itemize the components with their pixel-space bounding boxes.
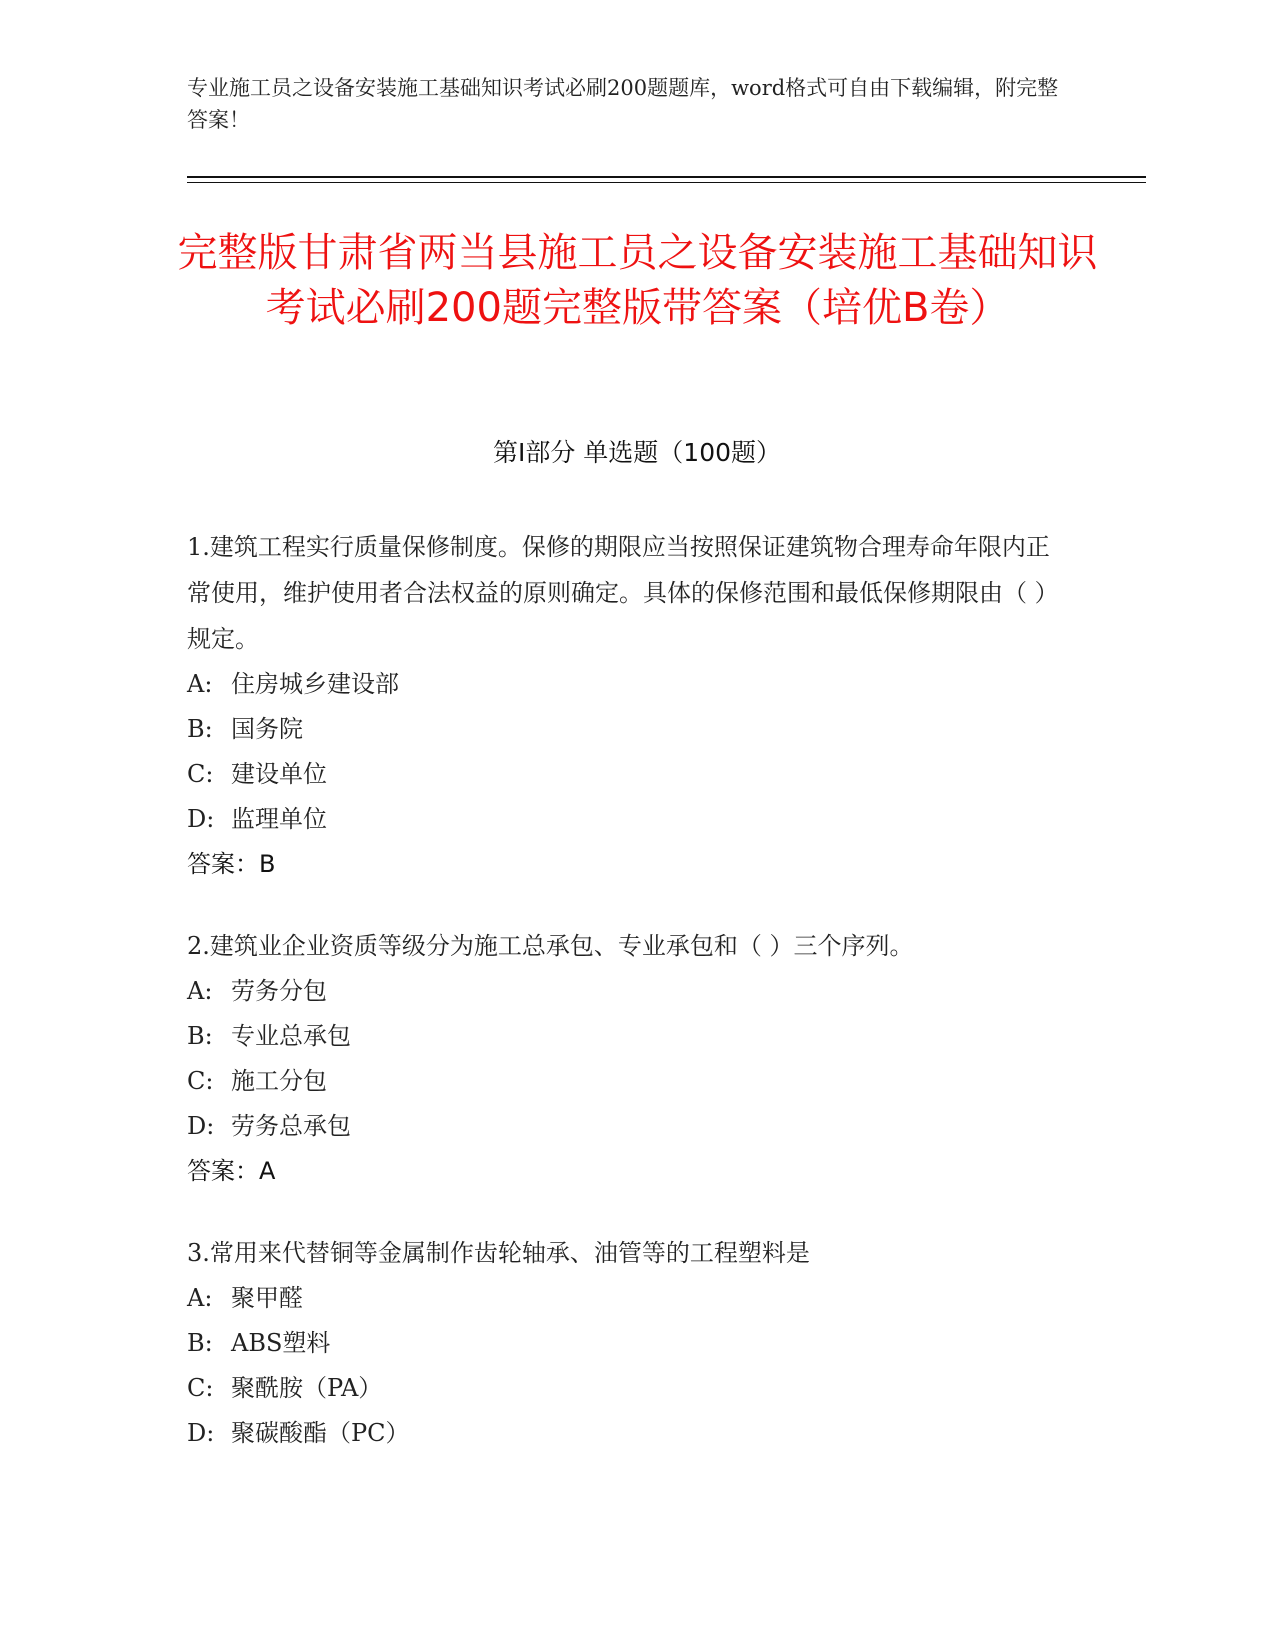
option-letter: B: — [187, 1022, 213, 1050]
option-b — [187, 1014, 1067, 1059]
question-item — [187, 1230, 1067, 1456]
header-note: 专业施工员之设备安装施工基础知识考试必刷200题题库，word格式可自由下载编辑，附完整答案！ — [187, 76, 1059, 132]
option-a — [187, 969, 1067, 1014]
question-list — [187, 524, 1067, 1492]
option-b — [187, 707, 1067, 752]
option-letter: C: — [187, 1374, 214, 1402]
option-letter: C: — [187, 1067, 214, 1095]
option-text: 聚碳酸酯（PC） — [231, 1419, 410, 1447]
option-letter: D: — [187, 805, 215, 833]
question-item — [187, 923, 1067, 1194]
option-letter: A: — [187, 670, 213, 698]
section-heading: 第Ⅰ部分 单选题（100题） — [492, 438, 782, 467]
answer-line: 答案：B — [187, 850, 276, 878]
option-text: 聚甲醛 — [231, 1284, 303, 1312]
option-d — [187, 797, 1067, 842]
option-a — [187, 662, 1067, 707]
option-text: 施工分包 — [231, 1067, 327, 1095]
option-letter: A: — [187, 977, 213, 1005]
option-letter: D: — [187, 1419, 215, 1447]
option-text: 建设单位 — [231, 760, 327, 788]
question-item — [187, 524, 1067, 887]
option-text: 劳务总承包 — [231, 1112, 351, 1140]
question-stem: 3.常用来代替铜等金属制作齿轮轴承、油管等的工程塑料是 — [187, 1239, 810, 1267]
option-a — [187, 1276, 1067, 1321]
option-c — [187, 752, 1067, 797]
option-b — [187, 1321, 1067, 1366]
option-text: 聚酰胺（PA） — [231, 1374, 383, 1402]
option-text: 住房城乡建设部 — [231, 670, 399, 698]
option-text: 劳务分包 — [231, 977, 327, 1005]
option-c — [187, 1059, 1067, 1104]
option-text: 专业总承包 — [231, 1022, 351, 1050]
header-divider-thin — [187, 182, 1146, 183]
option-letter: C: — [187, 760, 214, 788]
option-letter: D: — [187, 1112, 215, 1140]
option-c — [187, 1366, 1067, 1411]
option-text: ABS塑料 — [231, 1329, 331, 1357]
question-stem: 1.建筑工程实行质量保修制度。保修的期限应当按照保证建筑物合理寿命年限内正常使用，维护使用者合法权益的原则确定。具体的保修范围和最低保修期限由（ ）规定。 — [187, 533, 1059, 653]
option-letter: B: — [187, 1329, 213, 1357]
option-text: 监理单位 — [231, 805, 327, 833]
option-letter: B: — [187, 715, 213, 743]
option-d — [187, 1411, 1067, 1456]
question-stem: 2.建筑业企业资质等级分为施工总承包、专业承包和（ ）三个序列。 — [187, 932, 914, 960]
answer-line: 答案：A — [187, 1157, 276, 1185]
option-text: 国务院 — [231, 715, 303, 743]
option-letter: A: — [187, 1284, 213, 1312]
header-divider-thick — [187, 176, 1146, 178]
option-d — [187, 1104, 1067, 1149]
document-title: 完整版甘肃省两当县施工员之设备安装施工基础知识考试必刷200题完整版带答案（培优B卷） — [177, 230, 1098, 331]
